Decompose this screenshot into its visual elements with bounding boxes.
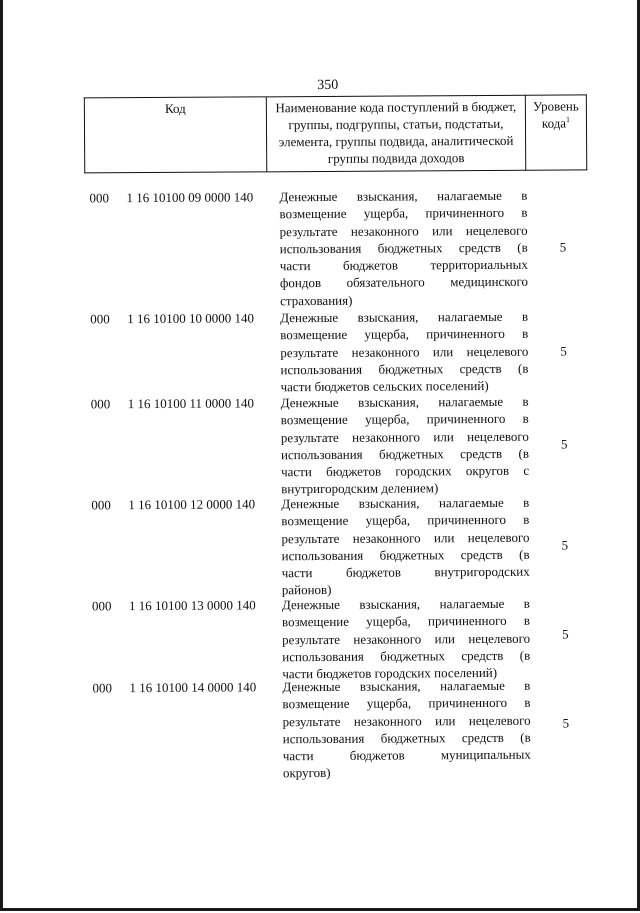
description-line: фондов обязательного медицинского (279, 274, 528, 291)
code-level: 5 (560, 436, 568, 452)
table-row (1, 594, 640, 684)
code-level: 5 (560, 343, 567, 359)
scan-border-left (0, 0, 3, 911)
admin-code: 000 (91, 598, 112, 614)
table-row (0, 186, 639, 311)
income-description (282, 677, 531, 782)
budget-code: 1 16 10100 12 0000 140 (128, 496, 256, 513)
code-level: 5 (562, 715, 570, 731)
description-line: результате незаконного или нецелевого (280, 343, 529, 360)
table-row (1, 676, 640, 784)
description-line: результате незаконного или нецелевого (279, 222, 528, 239)
header-name-cell (266, 95, 525, 172)
header-code-label: Код (164, 100, 186, 116)
description-line: Денежные взыскания, налагаемые в (280, 308, 529, 326)
income-description (279, 187, 528, 310)
admin-code: 000 (89, 190, 109, 206)
description-line: части бюджетов городских округов с (281, 462, 530, 480)
admin-code: 000 (90, 396, 111, 412)
income-description (282, 595, 531, 683)
header-level-label: Уровень кода (532, 98, 579, 131)
budget-code: 1 16 10100 10 0000 140 (127, 310, 254, 327)
description-line: использования бюджетных средств (в (280, 360, 529, 378)
description-line: Денежные взыскания, налагаемые в (281, 595, 530, 613)
footnote-marker: 1 (566, 115, 571, 125)
description-line: Денежные взыскания, налагаемые в (280, 393, 529, 411)
description-line: результате незаконного или нецелевого (280, 428, 529, 445)
description-line: части бюджетов внутригородских (281, 563, 530, 581)
code-level: 5 (559, 239, 567, 255)
description-line: возмещение ущерба, причиненного в (281, 512, 530, 529)
code-level: 5 (562, 626, 569, 642)
admin-code: 000 (91, 497, 111, 513)
description-line: возмещение ущерба, причиненного в (279, 205, 528, 222)
description-line: возмещение ущерба, причиненного в (280, 411, 529, 428)
description-line: Денежные взыскания, налагаемые в (279, 187, 528, 205)
page-number: 350 (317, 77, 339, 94)
description-line: части бюджетов муниципальных (282, 746, 531, 764)
description-line: районов) (281, 582, 332, 598)
description-line: части бюджетов сельских поселений) (280, 378, 489, 395)
description-line: результате незаконного или нецелевого (282, 630, 531, 647)
income-description (281, 393, 530, 498)
table-row (0, 493, 640, 601)
budget-code: 1 16 10100 09 0000 140 (126, 189, 254, 206)
income-description (281, 494, 530, 599)
description-line: части бюджетов городских поселений) (282, 665, 498, 682)
header-table (84, 94, 587, 173)
budget-code: 1 16 10100 14 0000 140 (129, 679, 257, 696)
code-list (0, 186, 638, 781)
description-line: использования бюджетных средств (в (281, 546, 530, 564)
description-line: Денежные взыскания, налагаемые в (281, 494, 530, 512)
description-line: результате незаконного или нецелевого (281, 529, 530, 546)
description-line: страхования) (280, 292, 353, 309)
budget-code: 1 16 10100 11 0000 140 (127, 395, 255, 412)
header-level-cell (525, 95, 586, 170)
description-line: использования бюджетных средств (в (282, 647, 531, 665)
description-line: возмещение ущерба, причиненного в (281, 613, 531, 630)
income-description (280, 308, 529, 396)
admin-code: 000 (92, 680, 112, 696)
description-line: внутригородским делением) (281, 480, 439, 497)
admin-code: 000 (90, 311, 110, 327)
description-line: Денежные взыскания, налагаемые в (282, 677, 531, 695)
header-row (84, 95, 586, 173)
description-line: использования бюджетных средств (в (279, 239, 528, 257)
code-level: 5 (561, 537, 569, 553)
header-name-label: Наименование кода поступлений в бюджет, группы, подгруппы, статьи, подстатьи, элемента, группы подвида, аналитической группы подвида доходов (275, 98, 517, 166)
table-row (0, 392, 640, 500)
table-row (0, 307, 640, 397)
description-line: использования бюджетных средств (в (282, 729, 531, 747)
description-line: результате незаконного или нецелевого (282, 712, 531, 729)
description-line: части бюджетов территориальных (279, 256, 528, 274)
header-code-cell (84, 97, 266, 173)
description-line: возмещение ущерба, причиненного в (280, 326, 529, 343)
budget-code: 1 16 10100 13 0000 140 (128, 597, 256, 614)
description-line: использования бюджетных средств (в (280, 445, 530, 463)
description-line: округов) (282, 765, 331, 781)
description-line: возмещение ущерба, причиненного в (282, 695, 531, 712)
